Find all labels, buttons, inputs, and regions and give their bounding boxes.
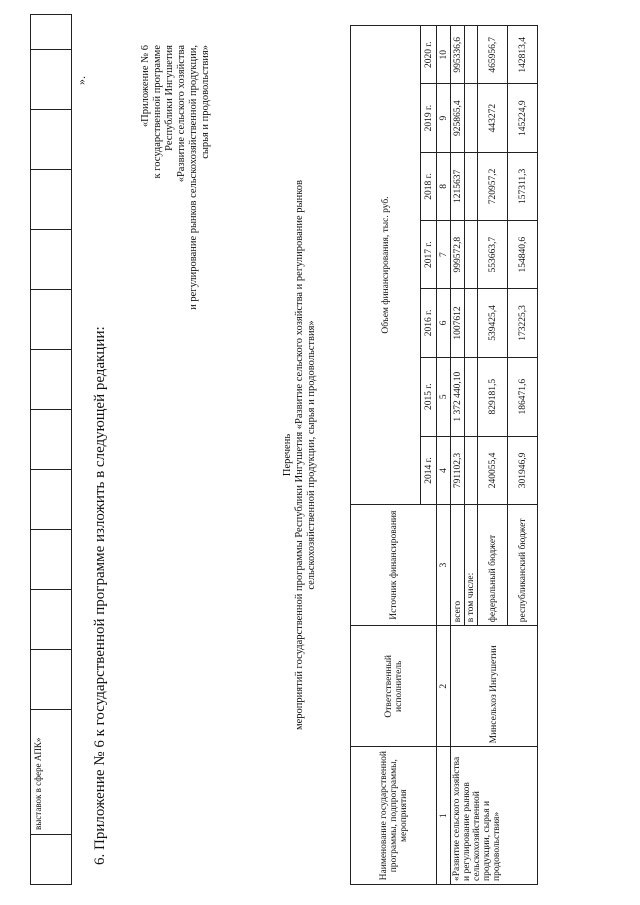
- year-2015: 2015 г.: [421, 357, 437, 436]
- value-cell: 465956,7: [478, 26, 508, 85]
- prev-cell: [31, 15, 72, 50]
- value-cell: [465, 221, 478, 289]
- prev-cell-text: выставок в сфере АПК»: [31, 710, 72, 835]
- prev-cell: [31, 110, 72, 170]
- header-name: Наименование государственной программы, подпрограммы, мероприятия: [351, 747, 437, 885]
- attachment-line: «Развитие сельского хозяйства: [176, 45, 187, 183]
- value-cell: [465, 436, 478, 504]
- value-cell: 1 372 440,10: [451, 357, 465, 436]
- prev-cell: [31, 835, 72, 885]
- col-number: 1: [437, 747, 451, 885]
- instruction-text: 6. Приложение № 6 к государственной программе изложить в следующей редакции:: [92, 326, 108, 865]
- value-cell: 173225,3: [508, 289, 538, 357]
- attachment-line: Республики Ингушетия: [164, 45, 175, 151]
- financing-table: [350, 25, 538, 885]
- attachment-header: [140, 45, 212, 345]
- source-cell: республиканский бюджет: [508, 505, 538, 626]
- closing-mark: ».: [74, 76, 88, 85]
- value-cell: 186471,6: [508, 357, 538, 436]
- prev-cell: [31, 470, 72, 530]
- value-cell: 301946,9: [508, 436, 538, 504]
- previous-table: [30, 14, 72, 885]
- value-cell: [465, 26, 478, 85]
- attachment-line: к государственной программе: [152, 45, 163, 179]
- col-number: 6: [437, 289, 451, 357]
- value-cell: [465, 152, 478, 220]
- source-cell: всего: [451, 505, 465, 626]
- value-cell: 829181,5: [478, 357, 508, 436]
- attachment-line: сырья и продовольствия»: [200, 45, 211, 159]
- col-number: 9: [437, 84, 451, 152]
- value-cell: 154840,6: [508, 221, 538, 289]
- col-number: 5: [437, 357, 451, 436]
- year-2019: 2019 г.: [421, 84, 437, 152]
- value-cell: 145224,9: [508, 84, 538, 152]
- col-number: 7: [437, 221, 451, 289]
- source-cell: федеральный бюджет: [478, 505, 508, 626]
- value-cell: 1215637: [451, 152, 465, 220]
- value-cell: 1007612: [451, 289, 465, 357]
- prev-cell: [31, 290, 72, 350]
- header-source: Источник финансирования: [351, 505, 437, 626]
- col-number: 3: [437, 505, 451, 626]
- prev-cell: [31, 230, 72, 290]
- value-cell: 995336,6: [451, 26, 465, 85]
- list-title: [282, 125, 318, 785]
- prev-cell: [31, 350, 72, 410]
- value-cell: [465, 289, 478, 357]
- value-cell: 553663,7: [478, 221, 508, 289]
- year-2018: 2018 г.: [421, 152, 437, 220]
- program-name-cell: «Развитие сельского хозяйства и регулирование рынков сельскохозяйственной продукции, сырья и продовольствия»: [451, 747, 538, 885]
- value-cell: 240055,4: [478, 436, 508, 504]
- year-2014: 2014 г.: [421, 436, 437, 504]
- year-2020: 2020 г.: [421, 26, 437, 85]
- value-cell: 925865,4: [451, 84, 465, 152]
- list-title-line: мероприятий государственной программы Республики Ингушетия «Развитие сельского хозяйства и регулирование рынков: [294, 180, 305, 731]
- value-cell: 539425,4: [478, 289, 508, 357]
- prev-cell: [31, 50, 72, 110]
- prev-cell: [31, 170, 72, 230]
- col-number: 10: [437, 26, 451, 85]
- attachment-line: и регулирование рынков сельскохозяйственной продукции,: [188, 45, 199, 310]
- col-number: 8: [437, 152, 451, 220]
- header-volume: Объем финансирования, тыс. руб.: [351, 26, 421, 505]
- col-number: 4: [437, 436, 451, 504]
- list-title-line: сельскохозяйственной продукции, сырья и продовольствия»: [306, 320, 317, 590]
- value-cell: [465, 357, 478, 436]
- value-cell: 142813,4: [508, 26, 538, 85]
- col-number: 2: [437, 626, 451, 747]
- prev-cell: [31, 590, 72, 650]
- year-2017: 2017 г.: [421, 221, 437, 289]
- value-cell: 999572,8: [451, 221, 465, 289]
- value-cell: 443272: [478, 84, 508, 152]
- value-cell: [465, 84, 478, 152]
- prev-cell: [31, 650, 72, 710]
- prev-cell: [31, 410, 72, 470]
- value-cell: 791102,3: [451, 436, 465, 504]
- header-executor: Ответственный исполнитель: [351, 626, 437, 747]
- prev-cell: [31, 530, 72, 590]
- attachment-line: «Приложение № 6: [140, 45, 151, 128]
- value-cell: 157311,3: [508, 152, 538, 220]
- value-cell: 720957,2: [478, 152, 508, 220]
- list-title-line: Перечень: [282, 433, 293, 477]
- year-2016: 2016 г.: [421, 289, 437, 357]
- source-cell: в том числе:: [465, 505, 478, 626]
- executor-cell: Минсельхоз Ингушетии: [451, 626, 538, 747]
